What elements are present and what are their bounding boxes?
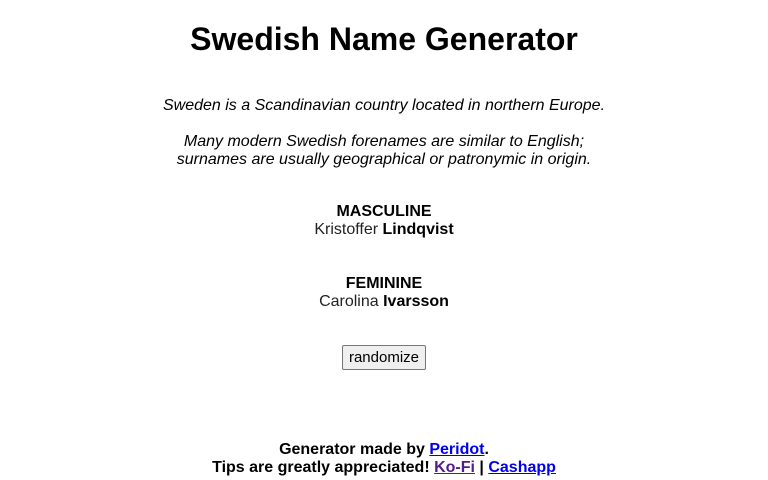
feminine-section bbox=[0, 275, 768, 311]
randomize-wrap bbox=[0, 345, 768, 370]
feminine-first-name: Carolina bbox=[319, 293, 379, 310]
cashapp-link[interactable]: Cashapp bbox=[488, 459, 556, 476]
intro-paragraph bbox=[0, 133, 768, 169]
made-by-suffix: . bbox=[484, 441, 489, 458]
made-by-prefix: Generator made by bbox=[279, 441, 430, 458]
footer bbox=[0, 441, 768, 477]
feminine-last-name: Ivarsson bbox=[383, 293, 449, 310]
feminine-heading: FEMININE bbox=[345, 275, 423, 292]
randomize-button[interactable]: randomize bbox=[342, 345, 426, 370]
kofi-link[interactable]: Ko-Fi bbox=[434, 459, 475, 476]
intro-line-2: Many modern Swedish forenames are similar to English; bbox=[183, 133, 585, 150]
intro-line-3: surnames are usually geographical or patronymic in origin. bbox=[176, 151, 592, 168]
masculine-last-name: Lindqvist bbox=[382, 221, 454, 238]
masculine-first-name: Kristoffer bbox=[314, 221, 379, 238]
masculine-heading: MASCULINE bbox=[336, 203, 432, 220]
link-separator: | bbox=[474, 459, 489, 476]
intro-line-1: Sweden is a Scandinavian country located in northern Europe. bbox=[162, 97, 606, 114]
tips-prefix: Tips are greatly appreciated! bbox=[212, 459, 435, 476]
masculine-section bbox=[0, 203, 768, 239]
page-title: Swedish Name Generator bbox=[190, 21, 578, 57]
author-link[interactable]: Peridot bbox=[429, 441, 485, 458]
